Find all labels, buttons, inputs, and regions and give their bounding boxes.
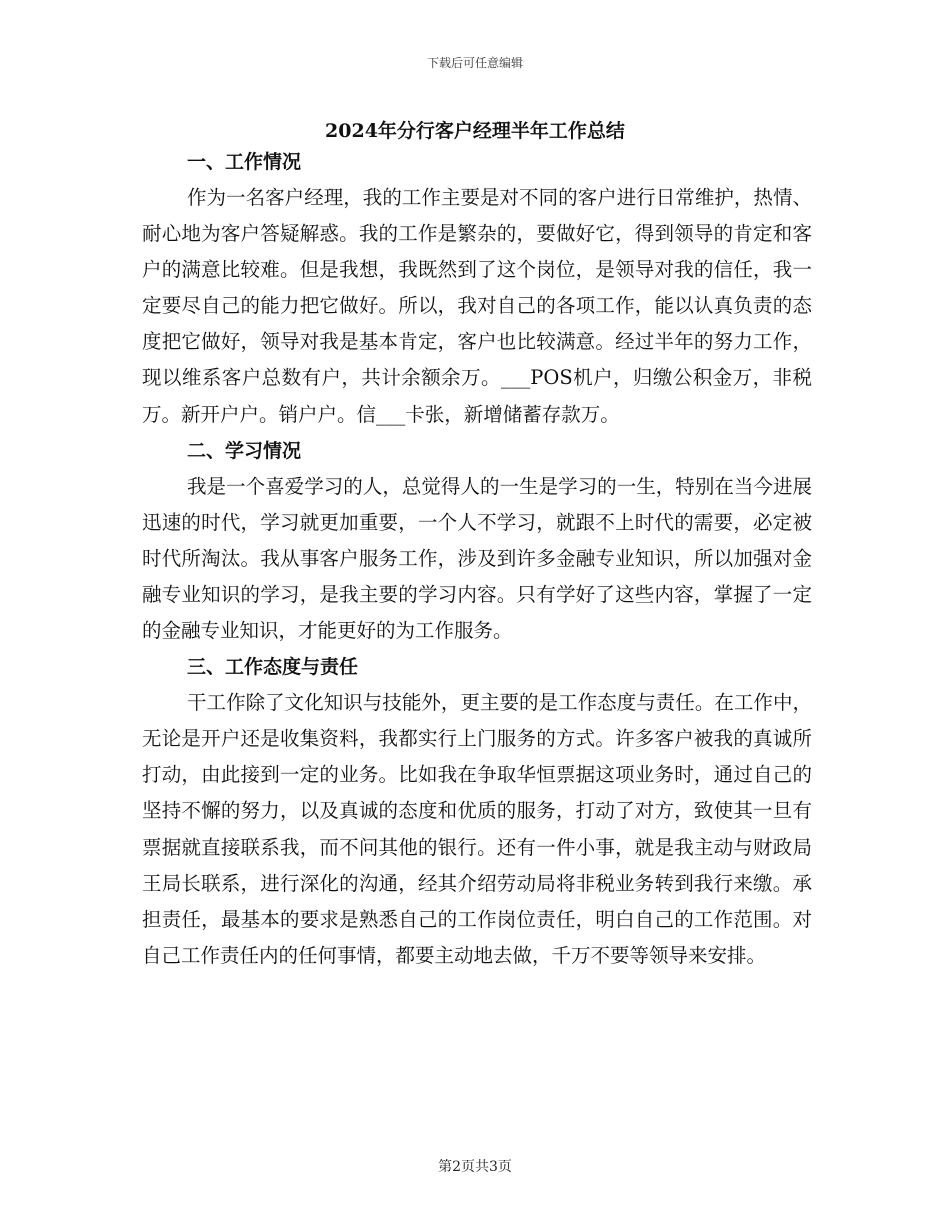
section-attitude-responsibility (142, 649, 812, 974)
page-number: 第2页共3页 (438, 1159, 512, 1175)
section-heading: 三、工作态度与责任 (187, 656, 359, 679)
section-paragraph: 我是一个喜爱学习的人，总觉得人的一生是学习的一生，特别在当今进展迅速的时代，学习就更加重要，一个人不学习，就跟不上时代的需要，必定被时代所淘汰。我从事客户服务工作，涉及到许多金融专业知识，所以加强对金融专业知识的学习，是我主要的学习内容。只有学好了这些内容，掌握了一定的金融专业知识，才能更好的为工作服务。 (142, 474, 812, 643)
section-study-status (142, 433, 812, 649)
section-paragraph: 干工作除了文化知识与技能外，更主要的是工作态度与责任。在工作中，无论是开户还是收集资料，我都实行上门服务的方式。许多客户被我的真诚所打动，由此接到一定的业务。比如我在争取华恒票据这项业务时，通过自己的坚持不懈的努力，以及真诚的态度和优质的服务，打动了对方，致使其一旦有票据就直接联系我，而不问其他的银行。还有一件小事，就是我主动与财政局王局长联系，进行深化的沟通，经其介绍劳动局将非税业务转到我行来缴。承担责任，最基本的要求是熟悉自己的工作岗位责任，明白自己的工作范围。对自己工作责任内的任何事情，都要主动地去做，千万不要等领导来安排。 (142, 691, 812, 967)
section-paragraph: 作为一名客户经理，我的工作主要是对不同的客户进行日常维护，热情、耐心地为客户答疑解惑。我的工作是繁杂的，要做好它，得到领导的肯定和客户的满意比较难。但是我想，我既然到了这个岗位，是领导对我的信任，我一定要尽自己的能力把它做好。所以，我对自己的各项工作，能以认真负责的态度把它做好，领导对我是基本肯定，客户也比较满意。经过半年的努力工作，现以维系客户总数有户，共计余额余万。___POS机户，归缴公积金万，非税万。新开户户。销户户。信___卡张，新增储蓄存款万。 (142, 186, 812, 426)
section-heading: 一、工作情况 (187, 151, 302, 173)
document-body (142, 144, 812, 974)
header-note: 下载后可任意编辑 (426, 56, 523, 70)
section-heading: 二、学习情况 (187, 439, 302, 462)
document-title: 2024年分行客户经理半年工作总结 (325, 120, 625, 142)
section-work-status (142, 144, 812, 433)
